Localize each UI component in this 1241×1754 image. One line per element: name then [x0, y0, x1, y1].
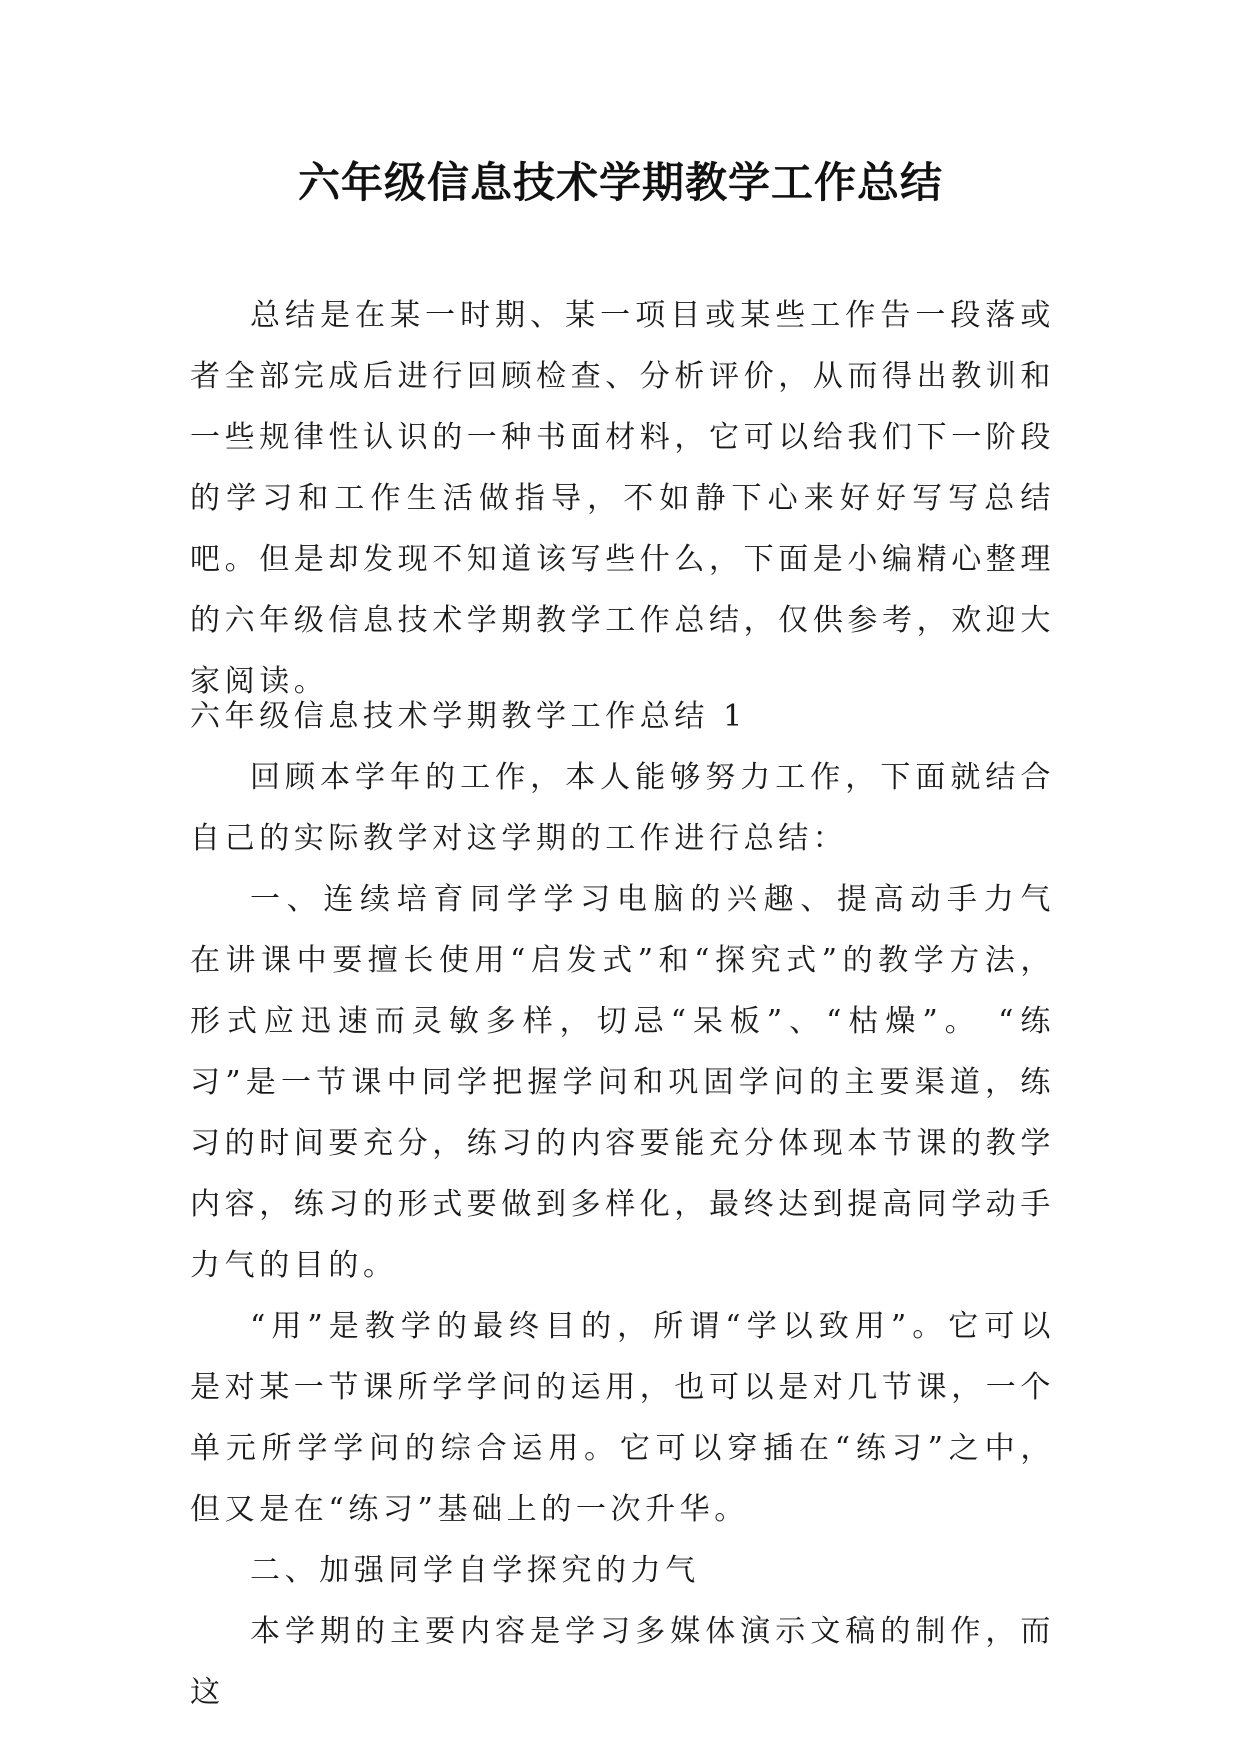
body-paragraph: 回顾本学年的工作，本人能够努力工作，下面就结合自己的实际教学对这学期的工作进行总结：: [190, 760, 1055, 856]
intro-paragraph: 总结是在某一时期、某一项目或某些工作告一段落或者全部完成后进行回顾检查、分析评价，从而得出教训和一些规律性认识的一种书面材料，它可以给我们下一阶段的学习和工作生活做指导，不如静下心来好好写写总结吧。但是却发现不知道该写些什么，下面是小编精心整理的六年级信息技术学期教学工作总结，仅供参考，欢迎大家阅读。: [190, 298, 1055, 699]
body-paragraph: 本学期的主要内容是学习多媒体演示文稿的制作，而这: [190, 1614, 1055, 1710]
body-paragraph: 一、连续培育同学学习电脑的兴趣、提高动手力气 在讲课中要擅长使用“启发式”和“探究式”的教学方法，形式应迅速而灵敏多样，切忌“呆板”、“枯燥”。 “练习”是一节课中同学把握学问和巩固学问的主要渠道，练习的时间要充分，练习的内容要能充分体现本节课的教学内容，练习的形式要做到多样化，最终达到提高同学动手力气的目的。: [190, 882, 1055, 1283]
document-title: 六年级信息技术学期教学工作总结: [297, 158, 943, 207]
section-heading: 六年级信息技术学期教学工作总结 1: [190, 699, 747, 734]
section-body: [190, 747, 1055, 1723]
subheading-paragraph: 二、加强同学自学探究的力气: [250, 1553, 700, 1588]
body-paragraph: “用”是教学的最终目的，所谓“学以致用”。它可以是对某一节课所学学问的运用，也可以是对几节课，一个单元所学学问的综合运用。它可以穿插在“练习”之中，但又是在“练习”基础上的一次升华。: [190, 1309, 1055, 1527]
